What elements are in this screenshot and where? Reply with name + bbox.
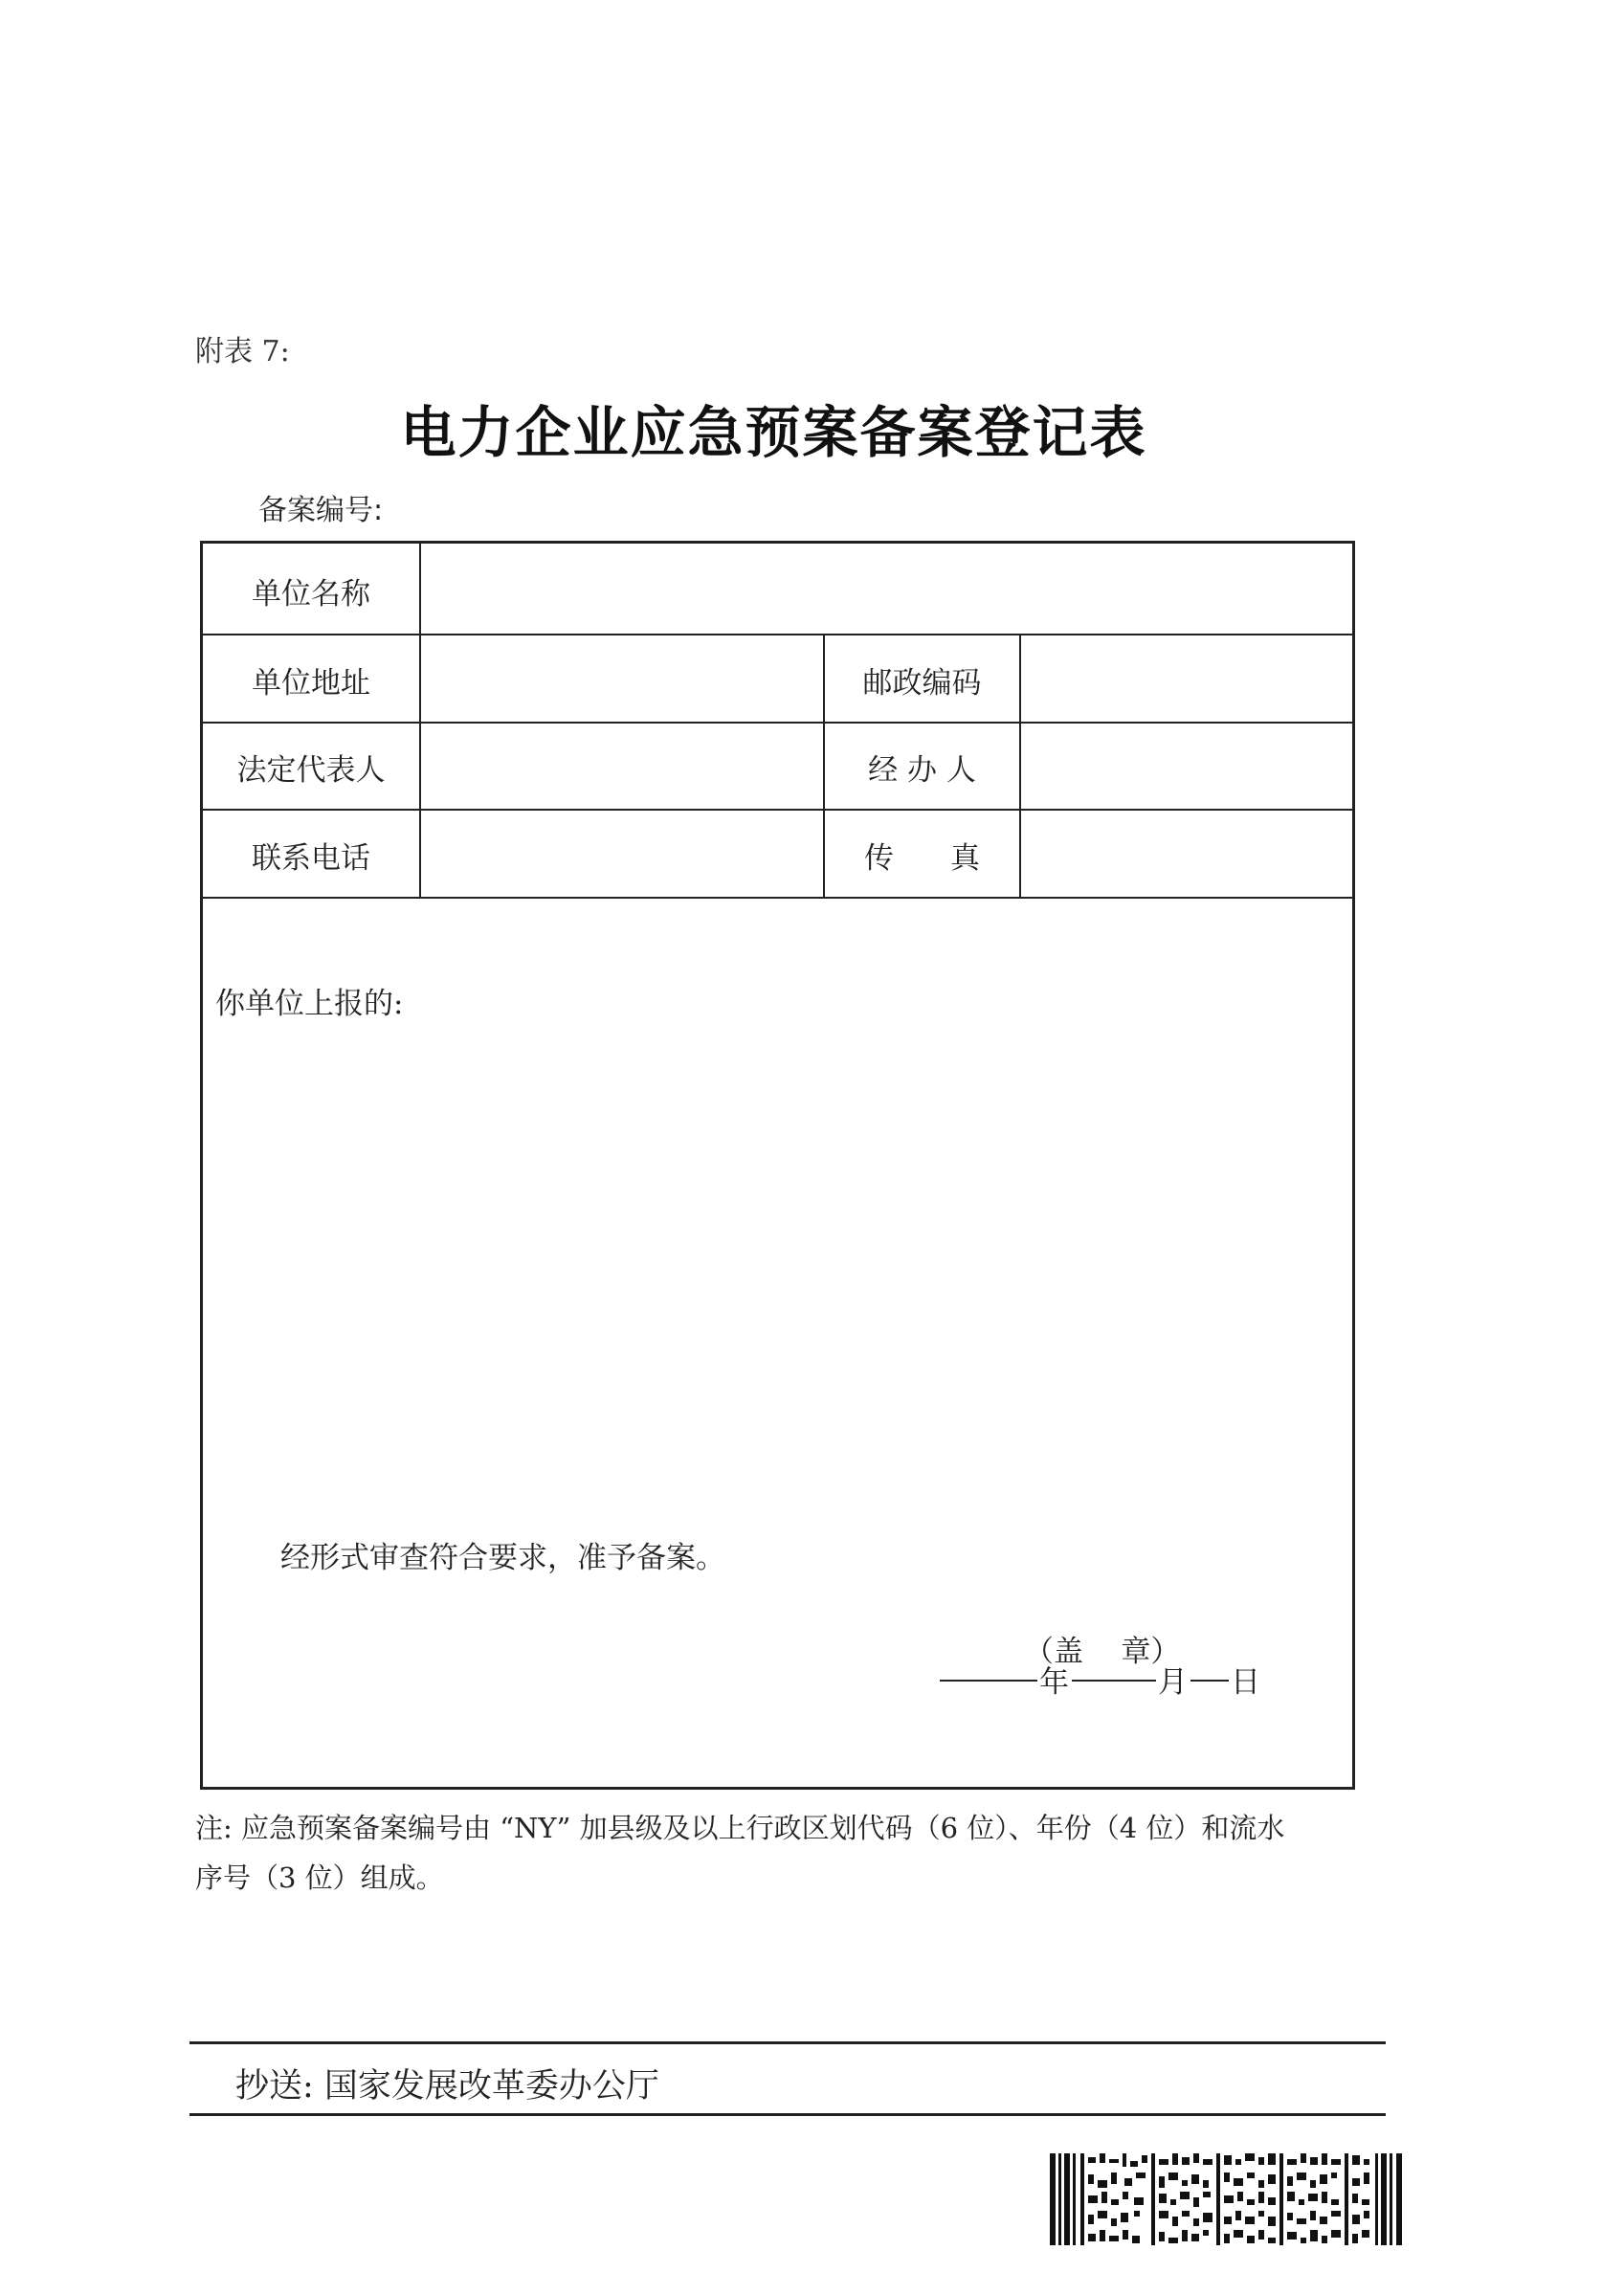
column-divider: [1019, 635, 1021, 898]
document-title: 电力企业应急预案备案登记表: [400, 400, 1147, 465]
row-divider: [201, 722, 1354, 724]
month-blank[interactable]: [1072, 1680, 1156, 1682]
contact-phone-field[interactable]: [422, 812, 822, 896]
cc-top-rule: [189, 2041, 1386, 2044]
year-blank[interactable]: [940, 1680, 1037, 1682]
note-line-1: 注: 应急预案备案编号由 “NY” 加县级及以上行政区划代码（6 位）、年份（4 位）和流水: [195, 1812, 1285, 1844]
day-label: 日: [1231, 1665, 1260, 1700]
row-divider: [201, 809, 1354, 811]
legal-representative-field[interactable]: [422, 724, 822, 808]
year-label: 年: [1039, 1665, 1069, 1700]
contact-phone-label: 联系电话: [252, 841, 370, 876]
seal-label: （盖 章）: [1024, 1635, 1181, 1669]
unit-address-label: 单位地址: [252, 666, 370, 701]
postal-code-field[interactable]: [1022, 636, 1352, 721]
month-label: 月: [1158, 1665, 1188, 1700]
appendix-label: 附表 7:: [195, 335, 290, 368]
approval-statement: 经形式审查符合要求，准予备案。: [280, 1541, 725, 1575]
row-divider: [201, 897, 1354, 899]
cc-recipients: 抄送: 国家发展改革委办公厅: [235, 2067, 659, 2106]
note-line-2: 序号（3 位）组成。: [195, 1861, 444, 1894]
record-number-label: 备案编号:: [258, 494, 384, 527]
day-blank[interactable]: [1190, 1680, 1229, 1682]
handler-label: 经 办 人: [868, 753, 976, 788]
unit-address-field[interactable]: [422, 636, 822, 721]
reported-content-label: 你单位上报的:: [215, 987, 404, 1021]
unit-name-label: 单位名称: [252, 577, 370, 612]
row-divider: [201, 634, 1354, 635]
cc-bottom-rule: [189, 2113, 1386, 2116]
handler-field[interactable]: [1022, 724, 1352, 808]
barcode-icon: [1050, 2153, 1406, 2245]
postal-code-label: 邮政编码: [862, 666, 982, 701]
unit-name-field[interactable]: [422, 544, 1352, 633]
column-divider: [419, 543, 421, 898]
fax-field[interactable]: [1022, 812, 1352, 896]
legal-representative-label: 法定代表人: [236, 753, 386, 788]
fax-label: 传 真: [863, 841, 981, 876]
